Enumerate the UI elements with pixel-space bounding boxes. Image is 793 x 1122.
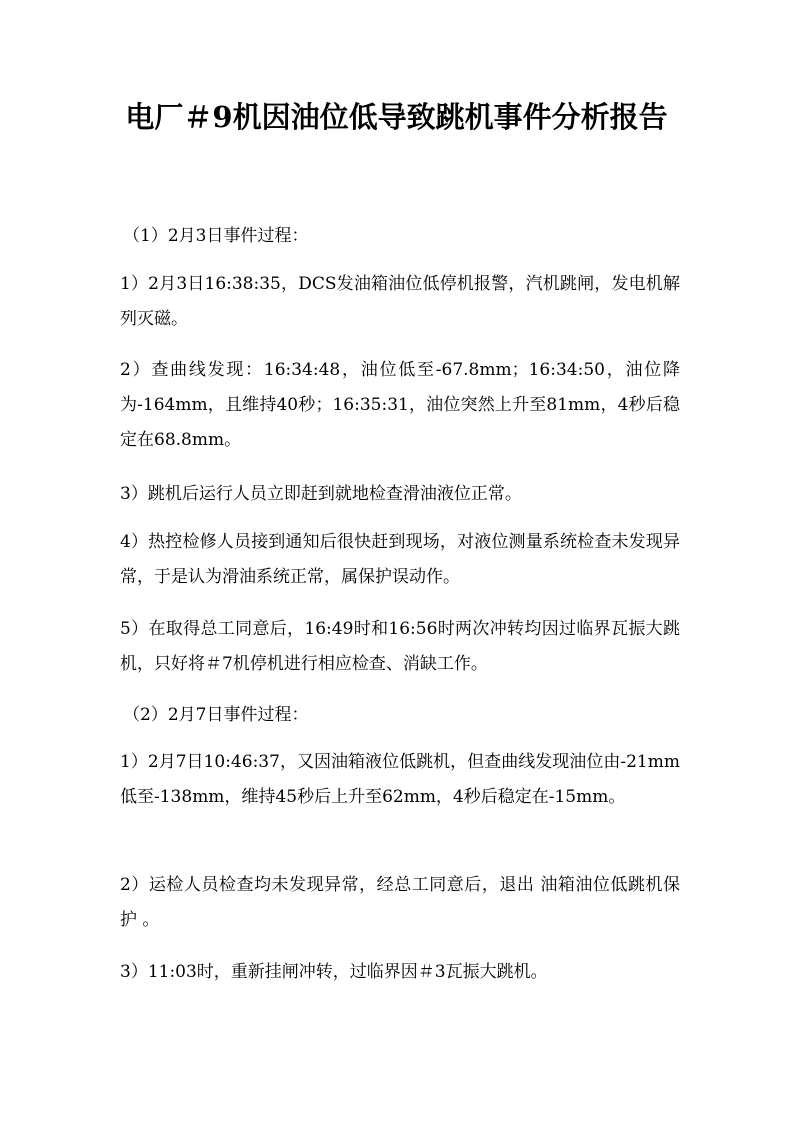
section-1-item-5: 5）在取得总工同意后，16:49时和16:56时两次冲转均因过临界瓦振大跳机，只好将＃7机停机进行相应检查、消缺工作。	[120, 619, 680, 674]
section-2-heading: （2）2月7日事件过程：	[123, 705, 309, 725]
section-1-item-1: 1）2月3日16:38:35，DCS发油箱油位低停机报警，汽机跳闸，发电机解列灭磁。	[120, 274, 680, 329]
section-2-item-2: 2）运检人员检查均未发现异常，经总工同意后，退出 油箱油位低跳机保护 。	[120, 875, 680, 930]
section-1-item-3: 3）跳机后运行人员立即赶到就地检查滑油液位正常。	[120, 484, 522, 504]
section-1-heading: （1）2月3日事件过程：	[123, 226, 309, 246]
document-title: 电厂＃9机因油位低导致跳机事件分析报告	[125, 100, 668, 134]
section-1-item-4: 4）热控检修人员接到通知后很快赶到现场，对液位测量系统检查未发现异常，于是认为滑油系统正常，属保护误动作。	[120, 532, 680, 587]
section-2-item-1: 1）2月7日10:46:37，又因油箱液位低跳机，但查曲线发现油位由-21mm低至-138mm，维持45秒后上升至62mm，4秒后稳定在-15mm。	[120, 752, 680, 807]
section-2-item-3: 3）11:03时，重新挂闸冲转，过临界因＃3瓦振大跳机。	[120, 962, 548, 982]
section-1-item-2: 2）查曲线发现：16:34:48，油位低至-67.8mm；16:34:50，油位降为-164mm，且维持40秒；16:35:31，油位突然上升至81mm，4秒后稳定在68.8mm。	[120, 360, 680, 450]
